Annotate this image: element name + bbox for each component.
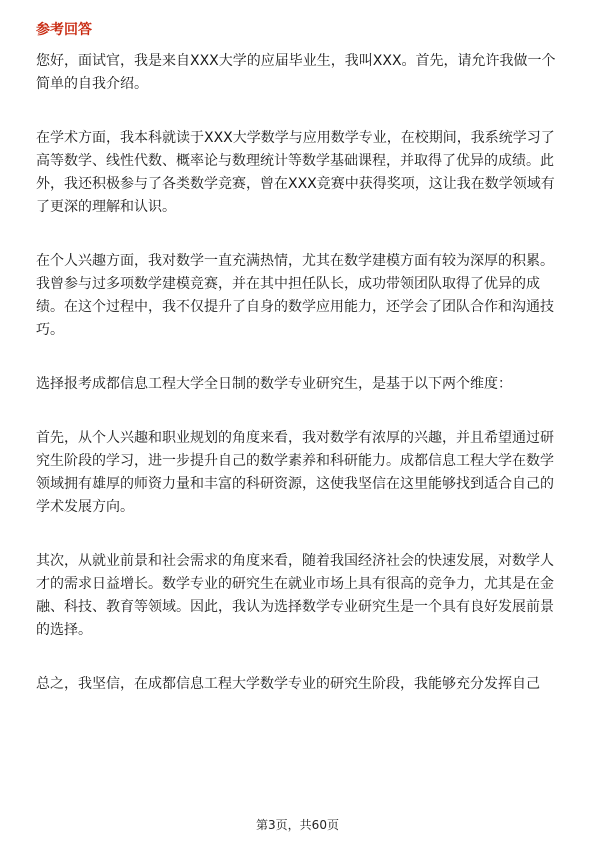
answer-body xyxy=(36,50,566,727)
page-number: 第3页，共60页 xyxy=(256,818,339,832)
paragraph-intro: 您好，面试官，我是来自XXX大学的应届毕业生，我叫XXX。首先，请允许我做一个简单的自我介绍。 xyxy=(36,53,556,92)
paragraph-reason-second: 其次，从就业前景和社会需求的角度来看，随着我国经济社会的快速发展，对数学人才的需求日益增长。数学专业的研究生在就业市场上具有很高的竞争力，尤其是在金融、科技、教育等领域。因此，我认为选择数学专业研究生是一个具有良好发展前景的选择。 xyxy=(36,553,554,638)
paragraph-reason-intro: 选择报考成都信息工程大学全日制的数学专业研究生，是基于以下两个维度： xyxy=(36,376,512,392)
paragraph-interest: 在个人兴趣方面，我对数学一直充满热情，尤其在数学建模方面有较为深厚的积累。我曾参与过多项数学建模竞赛，并在其中担任队长，成功带领团队取得了优异的成绩。在这个过程中，我不仅提升了自身的数学应用能力，还学会了团队合作和沟通技巧。 xyxy=(36,253,554,338)
paragraph-academic: 在学术方面，我本科就读于XXX大学数学与应用数学专业，在校期间，我系统学习了高等数学、线性代数、概率论与数理统计等数学基础课程，并取得了优异的成绩。此外，我还积极参与了各类数学竞赛，曾在XXX竞赛中获得奖项，这让我在数学领域有了更深的理解和认识。 xyxy=(36,130,555,215)
section-heading: 参考回答 xyxy=(36,22,92,38)
paragraph-reason-first: 首先，从个人兴趣和职业规划的角度来看，我对数学有浓厚的兴趣，并且希望通过研究生阶段的学习，进一步提升自己的数学素养和科研能力。成都信息工程大学在数学领域拥有雄厚的师资力量和丰富的科研资源，这使我坚信在这里能够找到适合自己的学术发展方向。 xyxy=(36,430,554,515)
paragraph-conclusion: 总之，我坚信，在成都信息工程大学数学专业的研究生阶段，我能够充分发挥自己 xyxy=(36,676,540,692)
